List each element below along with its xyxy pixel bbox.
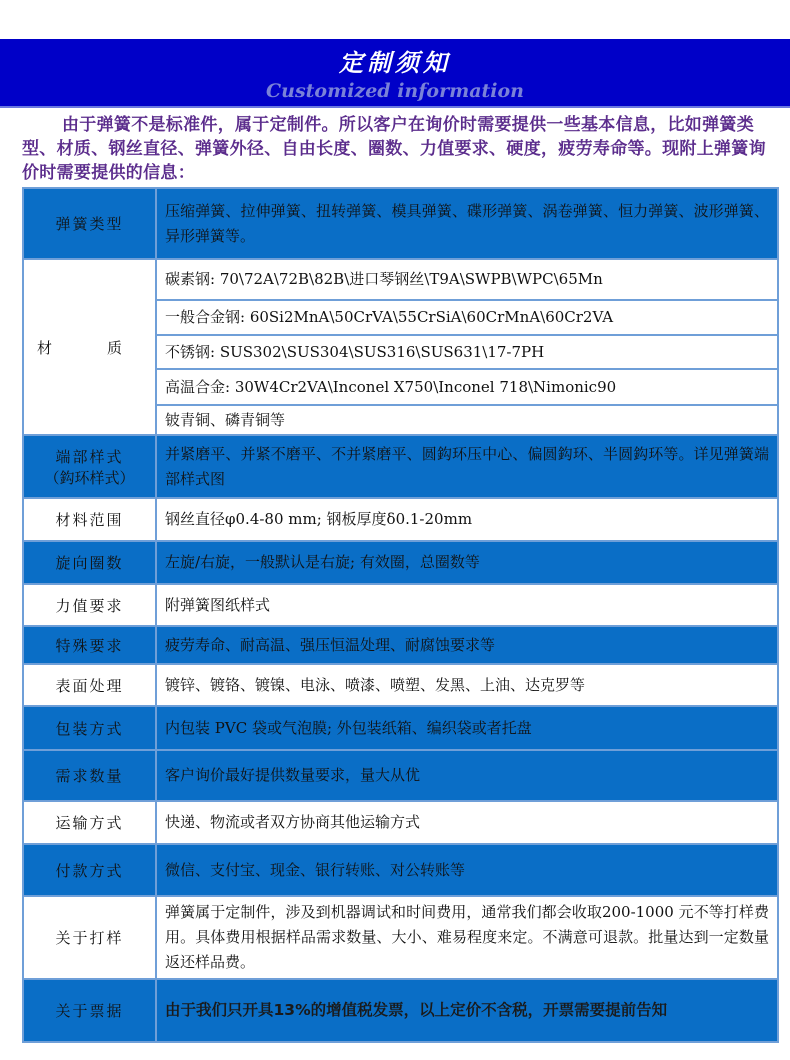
row-value: 微信、支付宝、现金、银行转账、对公转账等 [156,844,778,896]
row-label: 运输方式 [23,801,156,844]
row-label: 特殊要求 [23,626,156,664]
row-label: 材料范围 [23,498,156,541]
table-row-rotation-turns [23,541,778,584]
invoice-notice: 由于我们只开具13%的增值税发票，以上定价不含税，开票需要提前告知 [156,979,778,1042]
table-row-shipping [23,801,778,844]
row-value: 快递、物流或者双方协商其他运输方式 [156,801,778,844]
table-row-payment [23,844,778,896]
row-value: 压缩弹簧、拉伸弹簧、扭转弹簧、模具弹簧、碟形弹簧、涡卷弹簧、恒力弹簧、波形弹簧、异形弹簧等。 [156,188,778,259]
row-label: 力值要求 [23,584,156,626]
table-row-sampling [23,896,778,979]
table-row-force-requirement [23,584,778,626]
table-row-special-requirement [23,626,778,664]
page-subtitle: Customized information [266,80,524,102]
row-value: 高温合金: 30W4Cr2VA\Inconel X750\Inconel 718\Nimonic90 [156,369,778,405]
table-row-invoice [23,979,778,1042]
table-row-end-style [23,435,778,498]
row-value: 镀锌、镀铬、镀镍、电泳、喷漆、喷塑、发黑、上油、达克罗等 [156,664,778,706]
row-value: 并紧磨平、并紧不磨平、不并紧磨平、圆鈎环压中心、偏圆鈎环、半圆鈎环等。详见弹簧端部样式图 [156,435,778,498]
row-label-line1: 端部样式 [55,447,124,466]
row-label: 关于打样 [23,896,156,979]
row-value: 碳素钢: 70\72A\72B\82B\进口琴钢丝\T9A\SWPB\WPC\65Mn [156,259,778,300]
row-label: 材 质 [23,259,156,435]
table-row-packaging [23,706,778,750]
row-value: 一般合金钢: 60Si2MnA\50CrVA\55CrSiA\60CrMnA\60Cr2VA [156,300,778,335]
page-title: 定制须知 [339,48,451,77]
row-value: 内包装 PVC 袋或气泡膜; 外包装纸箱、编织袋或者托盘 [156,706,778,750]
row-value: 弹簧属于定制件，涉及到机器调试和时间费用，通常我们都会收取200-1000 元不等打样费用。具体费用根据样品需求数量、大小、难易程度来定。不满意可退款。批量达到一定数量返还样品费。 [156,896,778,979]
row-value: 疲劳寿命、耐高温、强压恒温处理、耐腐蚀要求等 [156,626,778,664]
intro-paragraph: 由于弹簧不是标准件，属于定制件。所以客户在询价时需要提供一些基本信息，比如弹簧类型、材质、钢丝直径、弹簧外径、自由长度、圈数、力值要求、硬度，疲劳寿命等。现附上弹簧询价时需要提供的信息： [22,115,766,183]
table-row-spring-type [23,188,778,259]
row-value: 钢丝直径φ0.4-80 mm; 钢板厚度δ0.1-20mm [156,498,778,541]
table-row-quantity [23,750,778,801]
row-label-line2: （鈎环样式） [44,468,135,487]
row-label: 表面处理 [23,664,156,706]
row-label: 关于票据 [23,979,156,1042]
row-value: 客户询价最好提供数量要求，量大从优 [156,750,778,801]
row-label: 弹簧类型 [23,188,156,259]
row-label: 付款方式 [23,844,156,896]
row-label: 需求数量 [23,750,156,801]
spec-table [22,187,779,1043]
row-label [23,435,156,498]
row-value: 铍青铜、磷青铜等 [156,405,778,435]
table-row-material-range [23,498,778,541]
row-value: 左旋/右旋，一般默认是右旋; 有效圈，总圈数等 [156,541,778,584]
row-label: 旋向圈数 [23,541,156,584]
row-value: 不锈钢: SUS302\SUS304\SUS316\SUS631\17-7PH [156,335,778,369]
table-row-surface-treatment [23,664,778,706]
header-banner [0,39,790,108]
row-value: 附弹簧图纸样式 [156,584,778,626]
table-row-material [23,259,778,300]
row-label: 包装方式 [23,706,156,750]
